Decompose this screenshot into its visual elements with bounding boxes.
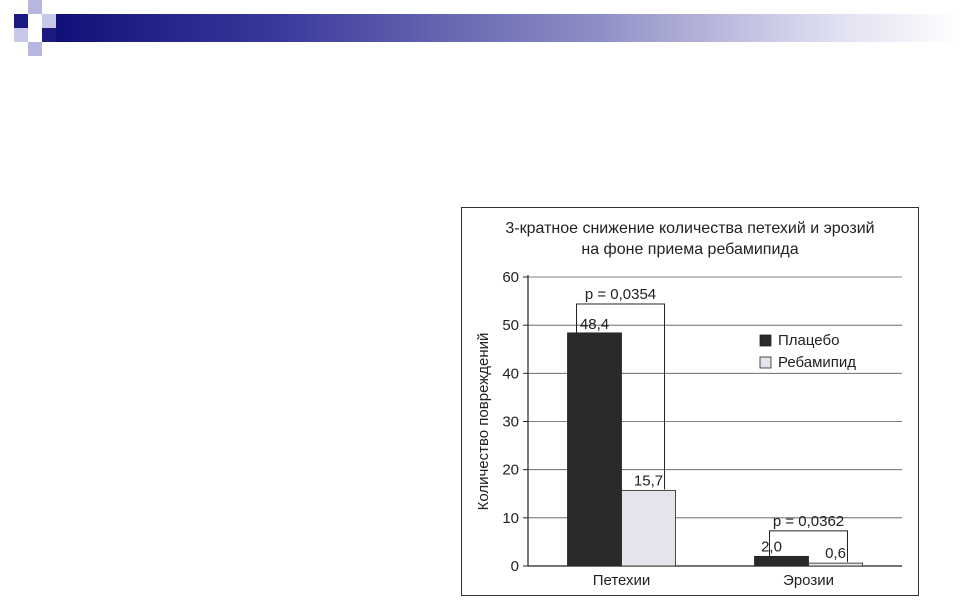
header-square-light-2 <box>42 14 56 28</box>
bar-rebamipide <box>622 490 676 566</box>
bar-chart <box>462 208 920 597</box>
y-tick-label: 0 <box>510 558 519 575</box>
header-square-light-4 <box>28 42 42 56</box>
chart-title-line-2: на фоне приема ребамипида <box>581 241 799 258</box>
chart-title-line-1: 3-кратное снижение количества петехий и эрозий <box>505 220 875 237</box>
slide-header <box>0 0 960 60</box>
p-value-label: p = 0,0362 <box>772 512 845 530</box>
legend-label: Ребамипид <box>778 354 857 371</box>
header-square-light-1 <box>28 0 42 14</box>
p-value-label: p = 0,0354 <box>584 285 657 303</box>
y-tick-label: 40 <box>502 365 519 383</box>
chart-frame <box>461 207 919 596</box>
bar-value-label: 2,0 <box>761 538 782 556</box>
legend-swatch <box>760 335 771 346</box>
bar-rebamipide <box>809 563 863 566</box>
y-tick-label: 30 <box>502 413 519 431</box>
header-square-light-3 <box>14 28 28 42</box>
y-axis-label: Количество повреждений <box>475 332 492 511</box>
header-square-dark-1 <box>14 14 28 28</box>
x-tick-label: Петехии <box>592 572 651 589</box>
bar-value-label: 48,4 <box>579 315 610 333</box>
y-tick-label: 50 <box>502 317 519 335</box>
bar-value-label: 15,7 <box>633 472 664 490</box>
legend-label: Плацебо <box>778 332 840 349</box>
bar-placebo <box>755 556 809 566</box>
y-tick-label: 60 <box>502 269 519 286</box>
header-square-dark-2 <box>42 28 56 42</box>
legend-swatch <box>760 357 771 368</box>
bar-value-label: 0,6 <box>825 545 846 563</box>
y-tick-label: 20 <box>502 461 519 479</box>
y-tick-label: 10 <box>502 509 519 527</box>
bar-placebo <box>568 333 622 566</box>
header-gradient-bar <box>56 14 960 42</box>
x-tick-label: Эрозии <box>783 572 834 589</box>
